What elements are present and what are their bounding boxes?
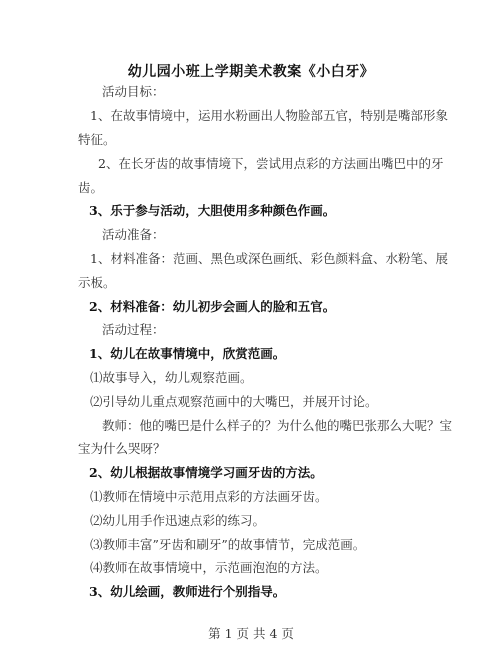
paragraph-line: 特征。 [78,132,116,147]
section-heading-process: 活动过程： [102,322,165,337]
paragraph-line: ⑵引导幼儿重点观察范画中的大嘴巴，并展开讨论。 [90,394,378,409]
section-heading-preparation: 活动准备： [102,227,165,242]
paragraph-line: 2、在长牙齿的故事情境下，尝试用点彩的方法画出嘴巴中的牙 [98,156,444,171]
paragraph-line: 示板。 [78,275,116,290]
paragraph-line: 教师：他的嘴巴是什么样子的？为什么他的嘴巴张那么大呢？宝 [102,418,453,433]
paragraph-line: ⑴故事导入，幼儿观察范画。 [90,370,253,385]
paragraph-line: 宝为什么哭呀？ [78,441,166,456]
paragraph-line: ⑴教师在情境中示范用点彩的方法画牙齿。 [90,489,328,504]
paragraph-line-bold: 1、幼儿在故事情境中，欣赏范画。 [89,346,286,361]
paragraph-line-bold: 3、乐于参与活动，大胆使用多种颜色作画。 [89,203,336,218]
paragraph-line: 1、材料准备：范画、黑色或深色画纸、彩色颜料盒、水粉笔、展 [90,251,448,266]
paragraph-line: ⑷教师在故事情境中，示范画泡泡的方法。 [90,560,328,575]
section-heading-objectives: 活动目标： [102,84,165,99]
page-footer: 第 1 页 共 4 页 [208,626,294,641]
paragraph-line-bold: 3、幼儿绘画，教师进行个别指导。 [89,584,286,599]
paragraph-line-bold: 2、材料准备：幼儿初步会画人的脸和五官。 [89,299,336,314]
document-title: 幼儿园小班上学期美术教案《小白牙》 [127,64,375,80]
paragraph-line: ⑶教师丰富”牙齿和刷牙”的故事情节，完成范画。 [90,537,366,552]
paragraph-line: ⑵幼儿用手作迅速点彩的练习。 [90,513,266,528]
paragraph-line-bold: 2、幼儿根据故事情境学习画牙齿的方法。 [89,465,323,480]
paragraph-line: 1、在故事情境中，运用水粉画出人物脸部五官，特别是嘴部形象 [90,108,448,123]
paragraph-line: 齿。 [78,180,104,195]
